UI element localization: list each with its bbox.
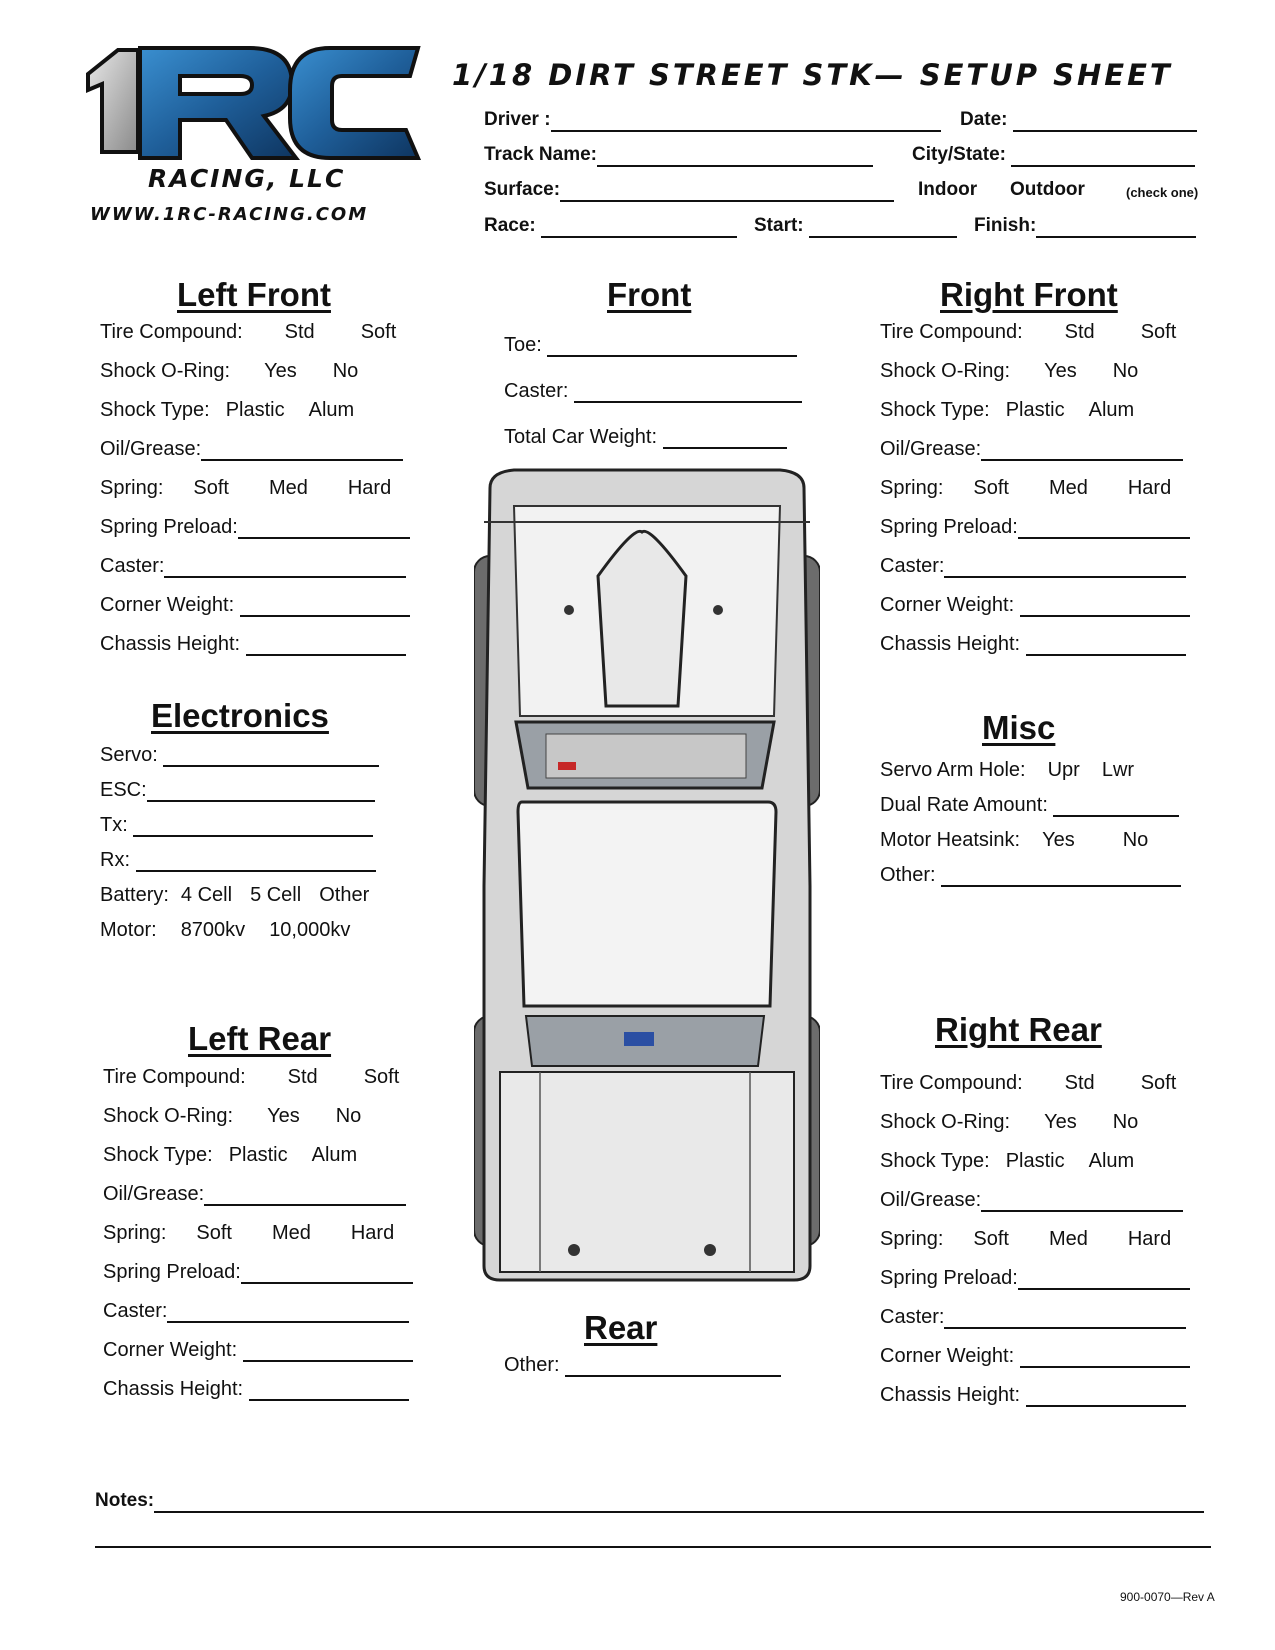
- other-option[interactable]: Other: [319, 884, 370, 906]
- oil-grease-field[interactable]: [201, 441, 403, 461]
- rr-chassis-height-row: [880, 1383, 1186, 1407]
- rx-row: [100, 848, 376, 872]
- hard-option[interactable]: Hard: [1127, 1228, 1172, 1250]
- caster-field[interactable]: [164, 558, 406, 578]
- rf-tire-row: [880, 320, 1176, 344]
- sheet-title: 1/18 DIRT STREET STK— SETUP SHEET: [452, 58, 1173, 92]
- lr-preload-row: [103, 1260, 413, 1284]
- oil-grease-field[interactable]: [204, 1186, 406, 1206]
- corner-weight-field[interactable]: [243, 1342, 413, 1362]
- battery-row: [100, 883, 369, 907]
- start-field[interactable]: [809, 218, 957, 238]
- rear-title: Rear: [584, 1309, 658, 1346]
- servo-label: Servo:: [100, 744, 158, 766]
- company-logo: [80, 40, 450, 230]
- date-row: [960, 108, 1197, 132]
- spring-preload-label: Spring Preload:: [100, 516, 238, 538]
- notes-label: Notes:: [95, 1490, 155, 1511]
- document-number: 900-0070—Rev A: [1120, 1590, 1215, 1604]
- no-option[interactable]: No: [1122, 829, 1149, 851]
- front-caster-label: Caster:: [504, 380, 569, 402]
- spring-preload-field[interactable]: [241, 1264, 413, 1284]
- tire-compound-label: Tire Compound:: [103, 1066, 246, 1088]
- 4-cell-option[interactable]: 4 Cell: [180, 884, 233, 906]
- front-title: Front: [607, 276, 692, 313]
- surface-row: [484, 178, 894, 202]
- lf-oring-row: [100, 359, 358, 383]
- 5-cell-option[interactable]: 5 Cell: [250, 884, 302, 906]
- chassis-height-label: Chassis Height:: [103, 1378, 244, 1400]
- upr-option[interactable]: Upr: [1047, 759, 1080, 781]
- plastic-option[interactable]: Plastic: [225, 399, 285, 421]
- indoor-option[interactable]: Indoor: [918, 179, 978, 200]
- car-top-view: [474, 466, 820, 1284]
- race-field[interactable]: [541, 218, 737, 238]
- misc-other-field[interactable]: [941, 867, 1181, 887]
- rx-field[interactable]: [136, 852, 376, 872]
- lf-oil-row: [100, 437, 403, 461]
- med-option[interactable]: Med: [1048, 477, 1088, 499]
- lf-tire-row: [100, 320, 396, 344]
- shock-oring-label: Shock O-Ring:: [880, 1111, 1011, 1133]
- rf-caster-row: [880, 554, 1186, 578]
- tx-label: Tx:: [100, 814, 128, 836]
- dual-rate-label: Dual Rate Amount:: [880, 794, 1048, 816]
- corner-weight-field[interactable]: [1020, 597, 1190, 617]
- race-row: [484, 214, 737, 238]
- rear-other-field[interactable]: [565, 1357, 781, 1377]
- right-front-title: Right Front: [940, 276, 1118, 313]
- lf-spring-row: [100, 476, 391, 500]
- corner-weight-label: Corner Weight:: [100, 594, 235, 616]
- shock-type-label: Shock Type:: [100, 399, 210, 421]
- spring-preload-label: Spring Preload:: [103, 1261, 241, 1283]
- oil-grease-label: Oil/Grease:: [100, 438, 202, 460]
- yes-option[interactable]: Yes: [1044, 360, 1077, 382]
- lr-shock-type-row: [103, 1143, 357, 1167]
- med-option[interactable]: Med: [271, 1222, 311, 1244]
- spring-preload-field[interactable]: [1018, 1270, 1190, 1290]
- right-rear-title: Right Rear: [935, 1011, 1102, 1048]
- left-rear-title: Left Rear: [188, 1020, 332, 1057]
- rf-corner-weight-row: [880, 593, 1190, 617]
- start-row: [754, 214, 957, 238]
- corner-weight-label: Corner Weight:: [880, 1345, 1015, 1367]
- corner-weight-label: Corner Weight:: [880, 594, 1015, 616]
- check-one-hint: (check one): [1126, 185, 1199, 200]
- oil-grease-label: Oil/Grease:: [880, 1189, 982, 1211]
- hood-scoop: [598, 531, 686, 706]
- rr-caster-row: [880, 1305, 1186, 1329]
- shock-oring-label: Shock O-Ring:: [103, 1105, 234, 1127]
- std-option[interactable]: Std: [1064, 321, 1095, 343]
- dual-rate-field[interactable]: [1053, 797, 1179, 817]
- city-state-field[interactable]: [1011, 147, 1195, 167]
- toe-row: [504, 333, 797, 357]
- rx-label: Rx:: [100, 849, 130, 871]
- med-option[interactable]: Med: [1048, 1228, 1088, 1250]
- soft-option[interactable]: Soft: [196, 1222, 232, 1244]
- rf-oring-row: [880, 359, 1138, 383]
- surface-field[interactable]: [560, 182, 894, 202]
- 1rc-logo-graphic: [80, 40, 425, 165]
- spring-preload-field[interactable]: [1018, 519, 1190, 539]
- dual-rate-row: [880, 793, 1179, 817]
- electronics-title: Electronics: [151, 697, 329, 734]
- soft-option[interactable]: Soft: [1140, 321, 1177, 343]
- no-option[interactable]: No: [335, 1105, 362, 1127]
- notes-row: [95, 1489, 1204, 1513]
- corner-weight-field[interactable]: [240, 597, 410, 617]
- chassis-height-label: Chassis Height:: [880, 633, 1021, 655]
- date-label: Date:: [960, 109, 1008, 130]
- med-option[interactable]: Med: [268, 477, 308, 499]
- lr-tire-row: [103, 1065, 399, 1089]
- std-option[interactable]: Std: [287, 1066, 318, 1088]
- alum-option[interactable]: Alum: [1088, 399, 1135, 421]
- soft-option[interactable]: Soft: [973, 1228, 1009, 1250]
- lr-spring-row: [103, 1221, 394, 1245]
- track-name-field[interactable]: [597, 147, 873, 167]
- caster-label: Caster:: [880, 555, 945, 577]
- toe-label: Toe:: [504, 334, 542, 356]
- finish-field[interactable]: [1036, 218, 1196, 238]
- lf-preload-row: [100, 515, 410, 539]
- lr-caster-row: [103, 1299, 409, 1323]
- lf-shock-type-row: [100, 398, 354, 422]
- car-roof: [518, 802, 776, 1006]
- lf-caster-row: [100, 554, 406, 578]
- servo-arm-label: Servo Arm Hole:: [880, 759, 1026, 781]
- hard-option[interactable]: Hard: [347, 477, 392, 499]
- corner-weight-label: Corner Weight:: [103, 1339, 238, 1361]
- esc-row: [100, 778, 375, 802]
- rr-oring-row: [880, 1110, 1138, 1134]
- battery-label: Battery:: [100, 884, 169, 906]
- plastic-option[interactable]: Plastic: [1005, 399, 1065, 421]
- std-option[interactable]: Std: [1064, 1072, 1095, 1094]
- rr-oil-row: [880, 1188, 1183, 1212]
- lwr-option[interactable]: Lwr: [1101, 759, 1135, 781]
- soft-option[interactable]: Soft: [193, 477, 229, 499]
- rear-other-row: [504, 1353, 781, 1377]
- surface-label: Surface:: [484, 179, 561, 200]
- yes-option[interactable]: Yes: [1044, 1111, 1077, 1133]
- lr-chassis-height-row: [103, 1377, 409, 1401]
- servo-arm-row: [880, 758, 1134, 782]
- company-name: RACING, LLC: [148, 164, 346, 193]
- caster-field[interactable]: [944, 558, 1186, 578]
- rf-spring-row: [880, 476, 1171, 500]
- rf-shock-type-row: [880, 398, 1134, 422]
- notes-field-2[interactable]: [95, 1546, 1211, 1548]
- spring-preload-label: Spring Preload:: [880, 516, 1018, 538]
- spring-label: Spring:: [880, 1228, 944, 1250]
- website: WWW.1RC-RACING.COM: [90, 204, 369, 225]
- driver-label: Driver :: [484, 109, 551, 130]
- caster-label: Caster:: [880, 1306, 945, 1328]
- caster-label: Caster:: [103, 1300, 168, 1322]
- esc-field[interactable]: [147, 782, 375, 802]
- oil-grease-field[interactable]: [981, 1192, 1183, 1212]
- alum-option[interactable]: Alum: [308, 399, 355, 421]
- city-row: [912, 143, 1195, 167]
- plastic-option[interactable]: Plastic: [1005, 1150, 1065, 1172]
- soft-option[interactable]: Soft: [363, 1066, 400, 1088]
- date-field[interactable]: [1013, 112, 1197, 132]
- motor-label: Motor:: [100, 919, 157, 941]
- spring-preload-field[interactable]: [238, 519, 410, 539]
- tire-compound-label: Tire Compound:: [880, 1072, 1023, 1094]
- shock-oring-label: Shock O-Ring:: [880, 360, 1011, 382]
- rr-preload-row: [880, 1266, 1190, 1290]
- 10000kv-option[interactable]: 10,000kv: [269, 919, 351, 941]
- driver-row: [484, 108, 941, 132]
- misc-other-row: [880, 863, 1181, 887]
- tire-compound-label: Tire Compound:: [880, 321, 1023, 343]
- misc-title: Misc: [982, 709, 1056, 746]
- spring-preload-label: Spring Preload:: [880, 1267, 1018, 1289]
- outdoor-option[interactable]: Outdoor: [1010, 179, 1085, 200]
- esc-label: ESC:: [100, 779, 147, 801]
- lr-corner-weight-row: [103, 1338, 413, 1362]
- hard-option[interactable]: Hard: [1127, 477, 1172, 499]
- rf-oil-row: [880, 437, 1183, 461]
- shock-oring-label: Shock O-Ring:: [100, 360, 231, 382]
- tire-compound-label: Tire Compound:: [100, 321, 243, 343]
- start-label: Start:: [754, 215, 804, 236]
- soft-option[interactable]: Soft: [360, 321, 397, 343]
- rr-corner-weight-row: [880, 1344, 1190, 1368]
- no-option[interactable]: No: [332, 360, 359, 382]
- rear-other-label: Other:: [504, 1354, 560, 1376]
- city-state-label: City/State:: [912, 144, 1006, 165]
- shock-type-label: Shock Type:: [880, 399, 990, 421]
- caster-field[interactable]: [167, 1303, 409, 1323]
- driver-field[interactable]: [551, 112, 941, 132]
- chassis-height-label: Chassis Height:: [100, 633, 241, 655]
- rf-preload-row: [880, 515, 1190, 539]
- chassis-height-field[interactable]: [249, 1381, 409, 1401]
- track-name-label: Track Name:: [484, 144, 598, 165]
- oil-grease-field[interactable]: [981, 441, 1183, 461]
- front-caster-field[interactable]: [574, 383, 802, 403]
- oil-grease-label: Oil/Grease:: [103, 1183, 205, 1205]
- tx-row: [100, 813, 373, 837]
- lf-corner-weight-row: [100, 593, 410, 617]
- hard-option[interactable]: Hard: [350, 1222, 395, 1244]
- finish-label: Finish:: [974, 215, 1037, 236]
- notes-field-1[interactable]: [154, 1493, 1204, 1513]
- yes-option[interactable]: Yes: [264, 360, 297, 382]
- chassis-height-field[interactable]: [1026, 636, 1186, 656]
- motor-row: [100, 918, 350, 942]
- chassis-height-label: Chassis Height:: [880, 1384, 1021, 1406]
- no-option[interactable]: No: [1112, 1111, 1139, 1133]
- rr-shock-type-row: [880, 1149, 1134, 1173]
- front-caster-row: [504, 379, 802, 403]
- 8700kv-option[interactable]: 8700kv: [180, 919, 246, 941]
- tx-field[interactable]: [133, 817, 373, 837]
- lr-oil-row: [103, 1182, 406, 1206]
- yes-option[interactable]: Yes: [1042, 829, 1075, 851]
- toe-field[interactable]: [547, 337, 797, 357]
- servo-row: [100, 743, 379, 767]
- chassis-height-field[interactable]: [246, 636, 406, 656]
- oil-grease-label: Oil/Grease:: [880, 438, 982, 460]
- spring-label: Spring:: [880, 477, 944, 499]
- total-weight-field[interactable]: [663, 429, 787, 449]
- std-option[interactable]: Std: [284, 321, 315, 343]
- servo-field[interactable]: [163, 747, 379, 767]
- track-row: [484, 143, 873, 167]
- soft-option[interactable]: Soft: [973, 477, 1009, 499]
- spring-label: Spring:: [100, 477, 164, 499]
- heatsink-label: Motor Heatsink:: [880, 829, 1021, 851]
- caster-field[interactable]: [944, 1309, 1186, 1329]
- no-option[interactable]: No: [1112, 360, 1139, 382]
- total-weight-label: Total Car Weight:: [504, 426, 658, 448]
- heatsink-row: [880, 828, 1148, 852]
- corner-weight-field[interactable]: [1020, 1348, 1190, 1368]
- left-front-title: Left Front: [177, 276, 331, 313]
- alum-option[interactable]: Alum: [1088, 1150, 1135, 1172]
- caster-label: Caster:: [100, 555, 165, 577]
- alum-option[interactable]: Alum: [311, 1144, 358, 1166]
- lf-chassis-height-row: [100, 632, 406, 656]
- chassis-height-field[interactable]: [1026, 1387, 1186, 1407]
- total-weight-row: [504, 425, 787, 449]
- rr-spring-row: [880, 1227, 1171, 1251]
- shock-type-label: Shock Type:: [880, 1150, 990, 1172]
- yes-option[interactable]: Yes: [267, 1105, 300, 1127]
- finish-row: [974, 214, 1196, 238]
- lr-oring-row: [103, 1104, 361, 1128]
- plastic-option[interactable]: Plastic: [228, 1144, 288, 1166]
- misc-other-label: Other:: [880, 864, 936, 886]
- shock-type-label: Shock Type:: [103, 1144, 213, 1166]
- rr-tire-row: [880, 1071, 1176, 1095]
- soft-option[interactable]: Soft: [1140, 1072, 1177, 1094]
- spring-label: Spring:: [103, 1222, 167, 1244]
- rf-chassis-height-row: [880, 632, 1186, 656]
- race-label: Race:: [484, 215, 536, 236]
